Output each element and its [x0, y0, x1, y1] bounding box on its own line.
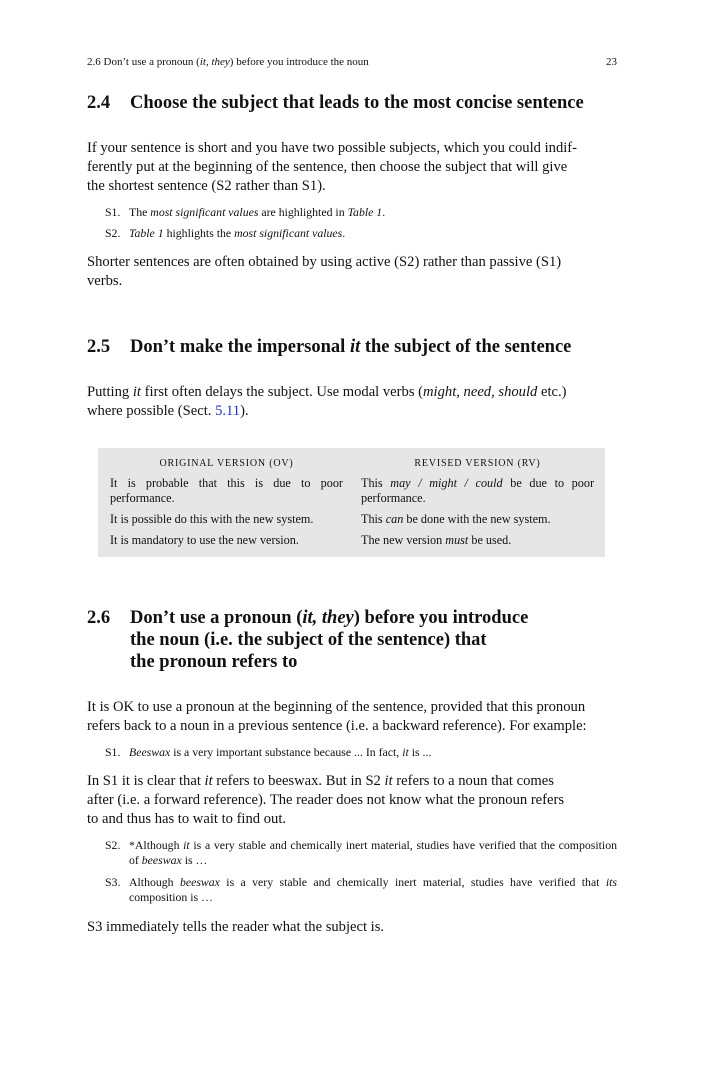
column-header-original: ORIGINAL VERSION (OV) [159, 458, 294, 469]
section-2-4-paragraph-2: Shorter sentences are often obtained by using active (S2) rather than passive (S1) verbs. [87, 254, 562, 289]
sect-5-11-link[interactable]: 5.11 [215, 403, 241, 419]
section-2-5-heading: 2.5 Don’t make the impersonal it the subject of the sentence [87, 337, 572, 357]
example-s1: S1. The most significant values are highlighted in Table 1. [105, 205, 386, 219]
column-header-revised: REVISED VERSION (RV) [414, 458, 541, 469]
table-cell-ov-1: It is probable that this is due to poor performance. [110, 476, 343, 505]
section-2-4-paragraph-1: If your sentence is short and you have two possible subjects, which you could indif- ferently put at the beginning of the sentence, then choose the subject that will give the shortest sentence (S2 rather than S1). [87, 140, 578, 194]
table-cell-ov-3: It is mandatory to use the new version. [110, 533, 299, 547]
table-cell-rv-1: This may / might / could be due to poor performance. [361, 476, 594, 505]
section-2-6-paragraph-3: S3 immediately tells the reader what the subject is. [87, 919, 385, 935]
running-head [87, 56, 617, 68]
table-cell-rv-3: The new version must be used. [361, 533, 512, 547]
page-number: 23 [606, 56, 617, 68]
running-title: 2.6 Don’t use a pronoun (it, they) before you introduce the noun [87, 56, 369, 68]
example-s2: S2. Table 1 highlights the most significant values. [105, 226, 346, 240]
section-2-6-paragraph-1: It is OK to use a pronoun at the beginning of the sentence, provided that this pronoun refers back to a noun in a previous sentence (i.e. a backward reference). For example: [87, 699, 587, 734]
ov-rv-comparison-table [98, 448, 605, 557]
example-s1-beeswax: S1. Beeswax is a very important substance because ... In fact, it is ... [105, 745, 432, 759]
section-2-6-heading: 2.6 Don’t use a pronoun (it, they) before you introduce the noun (i.e. the subject of the sentence) that the pronoun refers to [87, 608, 529, 672]
section-2-4-heading: 2.4 Choose the subject that leads to the most concise sentence [87, 93, 584, 113]
section-2-6-paragraph-2: In S1 it is clear that it refers to beeswax. But in S2 it refers to a noun that comes after (i.e. a forward reference). The reader does not know what the pronoun refers to and thus has to wait to find out. [87, 773, 565, 827]
table-cell-rv-2: This can be done with the new system. [361, 512, 551, 526]
section-2-5-paragraph: Putting it first often delays the subject. Use modal verbs (might, need, should etc.) where possible (Sect. 5.11). [87, 384, 567, 419]
example-s2-forward-reference: S2. *Although it is a very stable and chemically inert material, studies have verified that the composition of beeswax is … [105, 838, 618, 867]
table-cell-ov-2: It is possible do this with the new system. [110, 512, 314, 526]
example-s3-backward-reference: S3. Although beeswax is a very stable and chemically inert material, studies have verified that its composition is … [105, 875, 617, 904]
